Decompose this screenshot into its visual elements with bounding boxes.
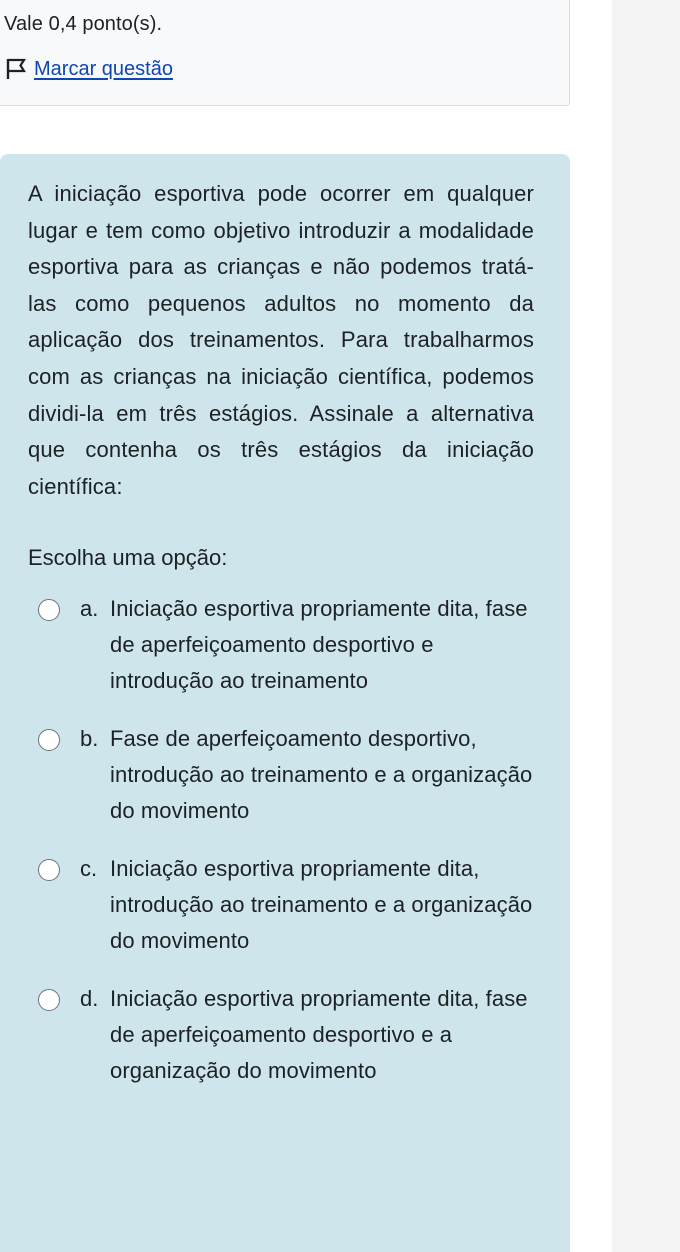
flag-question-button[interactable] <box>4 57 173 81</box>
question-formulation <box>0 154 570 1252</box>
question-grade: Vale 0,4 ponto(s). <box>4 13 163 35</box>
answer-text[interactable]: Iniciação esportiva propriamente dita, introdução ao treinamento e a organização do movimento <box>110 856 533 954</box>
answer-prompt: Escolha uma opção: <box>28 545 228 571</box>
answer-option-a[interactable] <box>38 591 534 699</box>
flag-icon <box>4 57 28 81</box>
answer-letter: c. <box>80 856 98 882</box>
flag-question-link[interactable]: Marcar questão <box>34 57 173 80</box>
answer-letter: d. <box>80 986 99 1012</box>
radio-button-a[interactable] <box>38 599 60 621</box>
answer-letter: a. <box>80 596 99 622</box>
answer-option-c[interactable] <box>38 851 534 959</box>
question-text: A iniciação esportiva pode ocorrer em qualquer lugar e tem como objetivo introduzir a modalidade esportiva para as crianças e não podemos tratá-las como pequenos adultos no momento da aplicação dos treinamentos. Para trabalharmos com as crianças na iniciação científica, podemos dividi-la em três estágios. Assinale a alternativa que contenha os três estágios da iniciação científica: <box>28 181 534 499</box>
answer-text[interactable]: Iniciação esportiva propriamente dita, fase de aperfeiçoamento desportivo e introdução ao treinamento <box>110 596 528 694</box>
answer-text[interactable]: Iniciação esportiva propriamente dita, fase de aperfeiçoamento desportivo e a organização do movimento <box>110 986 528 1084</box>
answer-option-d[interactable] <box>38 981 534 1089</box>
right-gutter <box>612 0 680 1252</box>
answer-list <box>28 591 534 1089</box>
radio-button-b[interactable] <box>38 729 60 751</box>
radio-button-c[interactable] <box>38 859 60 881</box>
answer-text[interactable]: Fase de aperfeiçoamento desportivo, introdução ao treinamento e a organização do movimento <box>110 726 533 824</box>
radio-button-d[interactable] <box>38 989 60 1011</box>
answer-option-b[interactable] <box>38 721 534 829</box>
answer-letter: b. <box>80 726 99 752</box>
question-info-box <box>0 0 570 106</box>
